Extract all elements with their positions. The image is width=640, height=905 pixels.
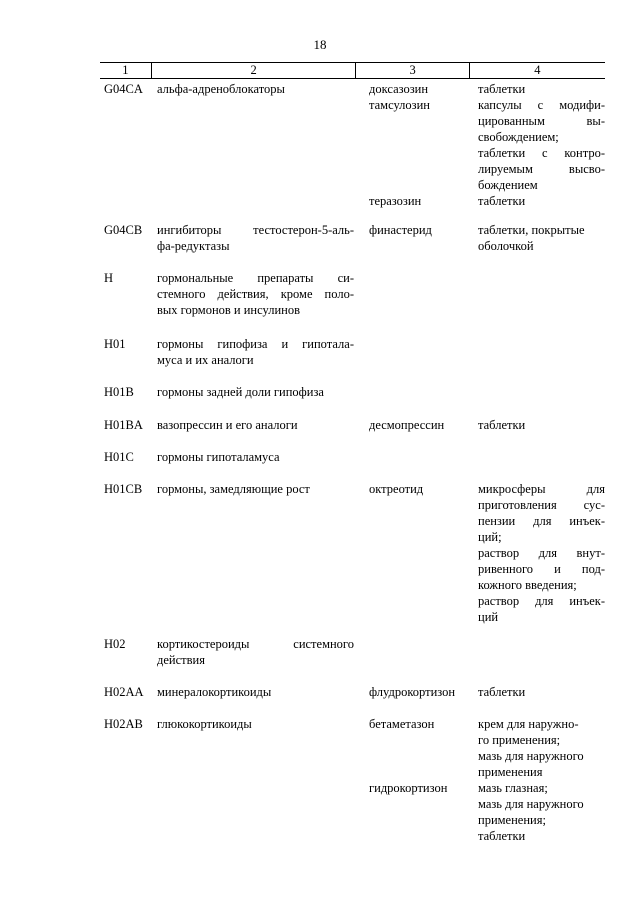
drug-name: доксазозин [369, 82, 429, 96]
dosage-form-line: оболочкой [478, 239, 534, 253]
drug-names [356, 336, 469, 368]
group-name-line: гормоны гипоталамуса [157, 450, 280, 464]
drug-name: финастерид [369, 223, 432, 237]
group-name [151, 684, 356, 700]
dosage-form-line: таблетки [478, 685, 526, 699]
atc-code: H02 [104, 637, 126, 651]
drug-name: гидрокортизон [369, 781, 448, 795]
table-row [100, 336, 605, 368]
group-name-line: фа-редуктазы [157, 239, 230, 253]
group-name-line: гормоны, замедляющие рост [157, 482, 310, 496]
dosage-form-group [478, 193, 605, 209]
dosage-form-line: применения; [478, 813, 546, 827]
dosage-form-group [478, 97, 605, 193]
header-col-4: 4 [469, 63, 605, 78]
dosage-form-line: пензии для инъек- [478, 514, 605, 528]
dosage-form-line: кожного введения; [478, 578, 577, 592]
group-name-line: альфа-адреноблокаторы [157, 82, 285, 96]
dosage-forms [469, 336, 605, 368]
dosage-forms [469, 270, 605, 318]
drug-names [356, 481, 469, 497]
dosage-form-line: свобождением; [478, 130, 559, 144]
group-name [151, 384, 356, 400]
drug-names [356, 384, 469, 400]
group-name-line: минералокортикоиды [157, 685, 272, 699]
dosage-form-line: приготовления сус- [478, 498, 605, 512]
table-row [100, 449, 605, 465]
dosage-form-line: капсулы с модифи- [478, 98, 605, 112]
group-name-line: гормональные препараты си- [157, 271, 354, 285]
group-name-line: действия [157, 653, 205, 667]
dosage-form-line: таблетки [478, 82, 526, 96]
dosage-form-line: ривенного и под- [478, 562, 605, 576]
group-name-line: ингибиторы тестостерон-5-аль- [157, 223, 354, 237]
dosage-form-group [478, 780, 605, 844]
drug-name: флудрокортизон [369, 685, 456, 699]
header-col-1: 1 [122, 63, 129, 77]
header-col-2: 2 [151, 63, 356, 78]
drug-name: бетаметазон [369, 717, 435, 731]
dosage-form-group [478, 716, 605, 780]
table-row [100, 270, 605, 318]
group-name [151, 222, 356, 254]
dosage-form-line: лируемым высво- [478, 162, 605, 176]
drug-names [356, 716, 469, 795]
drug-name: десмопрессин [369, 418, 445, 432]
drug-name: теразозин [369, 194, 422, 208]
dosage-form-line: мазь глазная; [478, 781, 548, 795]
group-name [151, 636, 356, 668]
group-name [151, 81, 356, 97]
dosage-form-group [478, 481, 605, 625]
dosage-form-line: раствор для инъек- [478, 594, 605, 608]
dosage-form-line: применения [478, 765, 543, 779]
dosage-forms [469, 384, 605, 400]
dosage-forms [469, 684, 605, 700]
table-row [100, 81, 605, 208]
table-row [100, 384, 605, 400]
dosage-form-line: ций [478, 610, 499, 624]
dosage-form-line: цированным вы- [478, 114, 605, 128]
table-header-row [100, 62, 605, 79]
dosage-form-line: таблетки [478, 829, 526, 843]
drug-names [356, 222, 469, 254]
drug-table [100, 62, 605, 843]
dosage-form-line: крем для наружно- [478, 717, 579, 731]
group-name [151, 481, 356, 497]
drug-names [356, 449, 469, 465]
group-name-line: гормоны задней доли гипофиза [157, 385, 324, 399]
group-name-line: муса и их аналоги [157, 353, 254, 367]
atc-code: G04CB [104, 223, 143, 237]
drug-names [356, 636, 469, 668]
atc-code: H01 [104, 337, 126, 351]
group-name [151, 270, 356, 318]
dosage-form-group [478, 81, 605, 97]
group-name [151, 336, 356, 368]
table-row [100, 716, 605, 843]
drug-names [356, 684, 469, 700]
table-row [100, 222, 605, 254]
group-name-line: кортикостероиды системного [157, 637, 354, 651]
atc-code: H01CB [104, 482, 143, 496]
dosage-forms [469, 716, 605, 843]
drug-name: октреотид [369, 482, 424, 496]
dosage-forms [469, 81, 605, 208]
dosage-form-line: го применения; [478, 733, 561, 747]
dosage-form-line: таблетки [478, 418, 526, 432]
group-name-line: стемного действия, кроме поло- [157, 287, 354, 301]
table-row [100, 417, 605, 433]
dosage-forms [469, 636, 605, 668]
dosage-form-line: ций; [478, 530, 502, 544]
dosage-forms [469, 449, 605, 465]
group-name-line: глюкокортикоиды [157, 717, 252, 731]
dosage-forms [469, 222, 605, 254]
drug-name: тамсулозин [369, 98, 430, 112]
dosage-form-line: микросферы для [478, 482, 605, 496]
dosage-form-line: раствор для внут- [478, 546, 605, 560]
atc-code: H01B [104, 385, 134, 399]
group-name-line: гормоны гипофиза и гипотала- [157, 337, 354, 351]
table-row [100, 481, 605, 624]
table-row [100, 636, 605, 668]
dosage-forms [469, 481, 605, 624]
group-name-line: вазопрессин и его аналоги [157, 418, 298, 432]
page-number: 18 [313, 37, 327, 52]
drug-names [356, 270, 469, 318]
dosage-form-group [478, 684, 605, 700]
atc-code: H01BA [104, 418, 143, 432]
dosage-form-line: мазь для наружного [478, 749, 584, 763]
group-name [151, 449, 356, 465]
group-name [151, 417, 356, 433]
atc-code: H01C [104, 450, 134, 464]
drug-names [356, 417, 469, 433]
group-name [151, 716, 356, 732]
atc-code: H02AB [104, 717, 143, 731]
atc-code: H [104, 271, 114, 285]
dosage-form-line: таблетки с контро- [478, 146, 605, 160]
header-col-3: 3 [355, 63, 468, 78]
table-row [100, 684, 605, 700]
dosage-form-line: таблетки [478, 194, 526, 208]
dosage-forms [469, 417, 605, 433]
dosage-form-line: таблетки, покрытые [478, 223, 585, 237]
atc-code: G04CA [104, 82, 143, 96]
dosage-form-group [478, 222, 605, 254]
group-name-line: вых гормонов и инсулинов [157, 303, 300, 317]
atc-code: H02AA [104, 685, 144, 699]
drug-names [356, 81, 469, 208]
dosage-form-group [478, 417, 605, 433]
dosage-form-line: бождением [478, 178, 538, 192]
dosage-form-line: мазь для наружного [478, 797, 584, 811]
